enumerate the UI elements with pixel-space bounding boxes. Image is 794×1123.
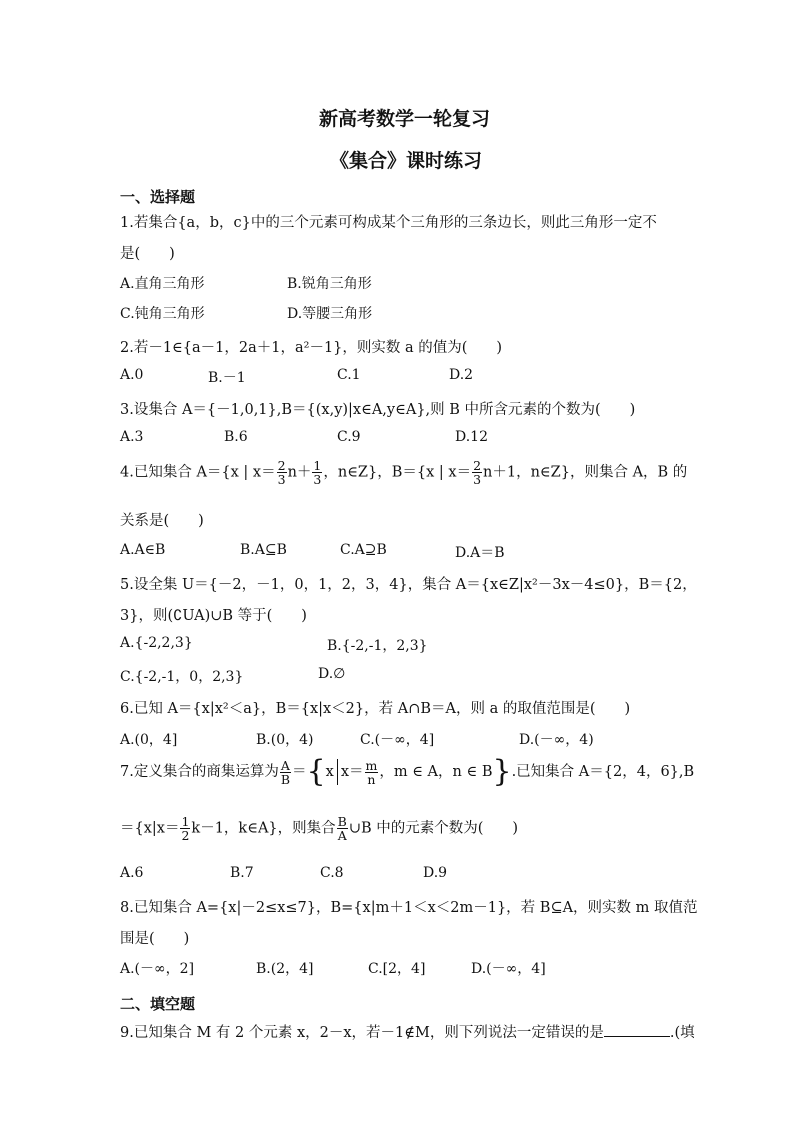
fraction: $\frac{1}{2}$ (181, 814, 190, 843)
question-3: 3.设集合 A＝{－1,0,1},B＝{(x,y)|x∈A,y∈A},则 B 中所含元素的个数为( ) (120, 402, 636, 418)
question-2: 2.若－1∈{a－1，2a＋1，a²－1}，则实数 a 的值为( ) (120, 340, 503, 356)
left-brace: { (306, 754, 326, 789)
q4-option-a: A.A∈B (120, 542, 166, 558)
q8-option-a: A.(－∞，2] (120, 961, 195, 977)
question-8: 8.已知集合 A={x|－2≤x≤7}，B={x|m＋1＜x＜2m－1}，若 B⊆A，则实数 m 取值范 (120, 900, 698, 916)
q3-option-b: B.6 (224, 429, 248, 445)
q5-option-c: C.{-2,-1，0，2,3} (120, 669, 244, 685)
fraction: $\frac{A}{B}$ (280, 757, 291, 787)
q4-option-d: D.A＝B (455, 545, 505, 561)
q2-option-d: D.2 (449, 367, 474, 383)
q8-option-d: D.(－∞，4] (471, 961, 546, 977)
page-subtitle: 《集合》课时练习 (330, 150, 483, 172)
q5-option-b: B.{-2,-1，2,3} (327, 638, 428, 654)
section-heading-choice: 一、选择题 (120, 188, 196, 206)
q1-option-c: C.钝角三角形 (120, 306, 205, 322)
q6-option-a: A.(0，4] (120, 732, 178, 748)
question-4: 4.已知集合 A＝{x | x＝ $\frac{2}{3}$ n＋ $\frac{1}{3}$ ，n∈Z}，B＝{x | x＝ $\frac{2}{3}$ n＋1，n∈Z}，则集合 A，B 的 (120, 458, 688, 487)
q1-option-a: A.直角三角形 (120, 276, 205, 292)
answer-blank (604, 1022, 670, 1037)
q6-option-b: B.(0，4) (256, 732, 314, 748)
q7-option-a: A.6 (120, 865, 144, 881)
question-7-continued: ＝{x|x＝ $\frac{1}{2}$ k－1，k∈A}，则集合 $\frac{B}{A}$ ∪B 中的元素个数为( ) (120, 814, 519, 843)
question-1-continued: 是( ) (120, 246, 175, 262)
q2-option-a: A.0 (120, 367, 144, 383)
q3-option-c: C.9 (337, 429, 361, 445)
fraction: $\frac{1}{3}$ (313, 458, 322, 487)
set-builder-bar (337, 759, 338, 785)
question-8-continued: 围是( ) (120, 931, 190, 947)
question-7: 7.定义集合的商集运算为 $\frac{A}{B}$ ＝{x x＝ $\frac{m}{n}$ ，m ∈ A，n ∈ B}.已知集合 A＝{2，4，6},B (120, 754, 695, 789)
question-1: 1.若集合{a，b，c}中的三个元素可构成某个三角形的三条边长，则此三角形一定不 (120, 215, 657, 231)
q2-option-c: C.1 (337, 367, 361, 383)
q1-option-d: D.等腰三角形 (287, 306, 373, 322)
section-heading-fill: 二、填空题 (120, 995, 196, 1013)
q8-option-c: C.[2，4] (368, 961, 426, 977)
q3-option-a: A.3 (120, 429, 144, 445)
q2-option-b: B.－1 (208, 370, 246, 386)
question-5: 5.设全集 U＝{－2，－1，0，1，2，3，4}，集合 A＝{x∈Z|x²－3x－4≤0}，B＝{2， (120, 577, 697, 593)
question-9: 9.已知集合 M 有 2 个元素 x，2－x，若－1∉M，则下列说法一定错误的是 .(填 (120, 1021, 695, 1042)
fraction: $\frac{2}{3}$ (473, 458, 482, 487)
q7-option-c: C.8 (320, 865, 344, 881)
q4-option-c: C.A⊇B (340, 542, 387, 558)
q6-option-c: C.(－∞，4] (360, 732, 435, 748)
q5-option-a: A.{-2,2,3} (120, 635, 193, 651)
page-title: 新高考数学一轮复习 (319, 108, 491, 130)
question-5-continued: 3}，则(∁UA)∪B 等于( ) (120, 608, 307, 624)
fraction: $\frac{B}{A}$ (337, 814, 347, 843)
q7-option-b: B.7 (230, 865, 254, 881)
question-4-continued: 关系是( ) (120, 513, 204, 529)
q8-option-b: B.(2，4] (256, 961, 314, 977)
q4-option-b: B.A⊆B (240, 542, 287, 558)
fraction: $\frac{2}{3}$ (277, 458, 286, 487)
q7-option-d: D.9 (423, 865, 448, 881)
q1-option-b: B.锐角三角形 (287, 276, 372, 292)
q5-option-d: D.∅ (318, 666, 346, 682)
fraction: $\frac{m}{n}$ (365, 757, 378, 787)
question-6: 6.已知 A＝{x|x²＜a}，B＝{x|x＜2}，若 A∩B＝A，则 a 的取值范围是( ) (120, 701, 631, 717)
q3-option-d: D.12 (455, 429, 488, 445)
q6-option-d: D.(－∞，4) (519, 732, 594, 748)
right-brace: } (492, 754, 512, 789)
